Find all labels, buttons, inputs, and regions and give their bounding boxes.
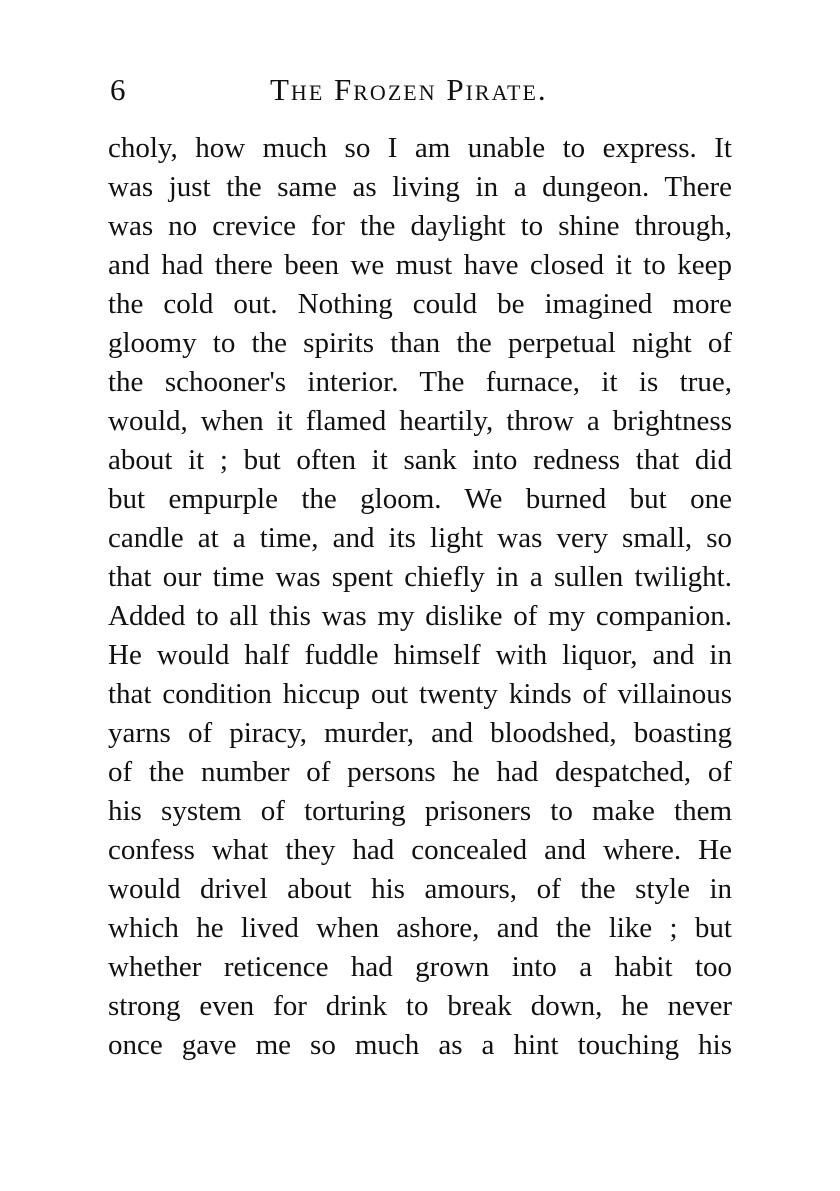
text-line: confess what they had concealed and where. He [108, 834, 732, 866]
text-line: the cold out. Nothing could be imagined more [108, 288, 732, 320]
book-title: The Frozen Pirate. [270, 72, 548, 107]
text-line: gloomy to the spirits than the perpetual night of [108, 327, 732, 359]
text-line: the schooner's interior. The furnace, it is true, [108, 366, 732, 398]
text-line: Added to all this was my dislike of my companion. [108, 600, 732, 632]
text-line: was no crevice for the daylight to shine through, [108, 210, 732, 242]
text-line: He would half fuddle himself with liquor, and in [108, 639, 732, 671]
text-line: but empurple the gloom. We burned but one [108, 483, 732, 515]
page-number: 6 [110, 72, 126, 107]
text-line: was just the same as living in a dungeon. There [108, 171, 732, 203]
text-line: would, when it flamed heartily, throw a brightness [108, 405, 732, 437]
text-line: of the number of persons he had despatched, of [108, 756, 732, 788]
text-line: yarns of piracy, murder, and bloodshed, boasting [108, 717, 732, 749]
text-line: choly, how much so I am unable to express. It [108, 132, 732, 164]
text-line: would drivel about his amours, of the style in [108, 873, 732, 905]
text-line: that our time was spent chiefly in a sullen twilight. [108, 561, 732, 593]
text-line: candle at a time, and its light was very small, so [108, 522, 732, 554]
text-line: that condition hiccup out twenty kinds of villainous [108, 678, 732, 710]
text-line: whether reticence had grown into a habit too [108, 951, 732, 983]
text-line: his system of torturing prisoners to make them [108, 795, 732, 827]
text-line: about it ; but often it sank into redness that did [108, 444, 732, 476]
text-line: and had there been we must have closed it to keep [108, 249, 732, 281]
body-text [108, 129, 732, 1065]
text-line: strong even for drink to break down, he never [108, 990, 732, 1022]
running-head [108, 72, 730, 112]
text-line: which he lived when ashore, and the like ; but [108, 912, 732, 944]
text-line: once gave me so much as a hint touching his [108, 1029, 732, 1061]
